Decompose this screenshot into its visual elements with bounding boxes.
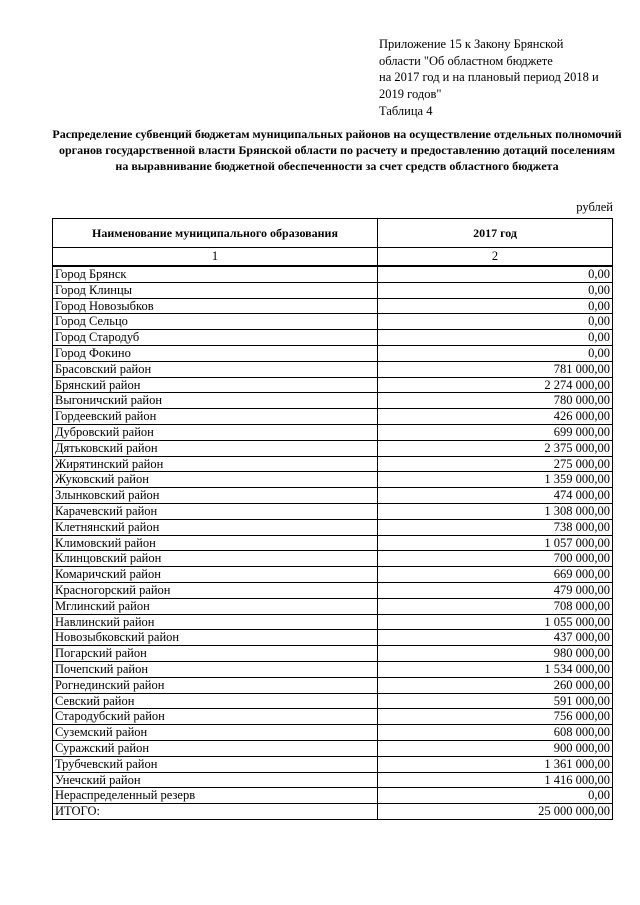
column-header-name: Наименование муниципального образования xyxy=(53,219,378,248)
municipality-name: Клинцовский район xyxy=(53,551,378,567)
table-row xyxy=(53,393,613,409)
municipality-name: Мглинский район xyxy=(53,598,378,614)
municipality-name: Город Стародуб xyxy=(53,330,378,346)
amount-2017: 780 000,00 xyxy=(378,393,613,409)
municipality-name: Суземский район xyxy=(53,725,378,741)
amount-2017: 1 416 000,00 xyxy=(378,772,613,788)
amount-2017: 0,00 xyxy=(378,314,613,330)
amount-2017: 2 375 000,00 xyxy=(378,440,613,456)
column-index-row xyxy=(53,248,613,267)
table-row xyxy=(53,693,613,709)
table-number: Таблица 4 xyxy=(379,104,433,118)
municipality-name: Почепский район xyxy=(53,661,378,677)
municipality-name: Комаричский район xyxy=(53,567,378,583)
column-header-year: 2017 год xyxy=(378,219,613,248)
municipality-name: Дубровский район xyxy=(53,424,378,440)
table-row xyxy=(53,567,613,583)
amount-2017: 25 000 000,00 xyxy=(378,804,613,820)
document-title: Распределение субвенций бюджетам муниципальных районов на осуществление отдельных полномочий органов государственной власти Брянской области по расчету и предоставлению дотаций поселениям на выравнивание бюджетной обеспеченности за счет средств областного бюджета xyxy=(52,127,622,173)
amount-2017: 2 274 000,00 xyxy=(378,377,613,393)
municipality-name: Нераспределенный резерв xyxy=(53,788,378,804)
amount-2017: 781 000,00 xyxy=(378,361,613,377)
units-label: рублей xyxy=(576,200,613,214)
table-row xyxy=(53,740,613,756)
amount-2017: 0,00 xyxy=(378,345,613,361)
amount-2017: 426 000,00 xyxy=(378,409,613,425)
amount-2017: 0,00 xyxy=(378,330,613,346)
amount-2017: 1 308 000,00 xyxy=(378,503,613,519)
table-row xyxy=(53,788,613,804)
table-row xyxy=(53,266,613,282)
amount-2017: 275 000,00 xyxy=(378,456,613,472)
appendix-note-line: 2019 годов" xyxy=(379,86,442,101)
table-row xyxy=(53,582,613,598)
column-index: 2 xyxy=(378,248,613,267)
table-row xyxy=(53,456,613,472)
amount-2017: 1 361 000,00 xyxy=(378,756,613,772)
amount-2017: 0,00 xyxy=(378,298,613,314)
table-row xyxy=(53,661,613,677)
amount-2017: 1 359 000,00 xyxy=(378,472,613,488)
amount-2017: 738 000,00 xyxy=(378,519,613,535)
table-row xyxy=(53,772,613,788)
municipality-name: Климовский район xyxy=(53,535,378,551)
municipality-name: Город Клинцы xyxy=(53,282,378,298)
municipality-name: Жуковский район xyxy=(53,472,378,488)
amount-2017: 756 000,00 xyxy=(378,709,613,725)
amount-2017: 0,00 xyxy=(378,282,613,298)
municipality-name: Жирятинский район xyxy=(53,456,378,472)
amount-2017: 474 000,00 xyxy=(378,488,613,504)
amount-2017: 0,00 xyxy=(378,788,613,804)
amount-2017: 0,00 xyxy=(378,266,613,282)
table-row xyxy=(53,519,613,535)
municipality-name: Город Брянск xyxy=(53,266,378,282)
municipality-name: Трубчевский район xyxy=(53,756,378,772)
amount-2017: 900 000,00 xyxy=(378,740,613,756)
amount-2017: 1 534 000,00 xyxy=(378,661,613,677)
table-row xyxy=(53,298,613,314)
municipality-name: Город Сельцо xyxy=(53,314,378,330)
table-row xyxy=(53,677,613,693)
table-body xyxy=(53,266,613,819)
amount-2017: 1 055 000,00 xyxy=(378,614,613,630)
table-row xyxy=(53,598,613,614)
municipality-name: Город Новозыбков xyxy=(53,298,378,314)
municipality-name: ИТОГО: xyxy=(53,804,378,820)
amount-2017: 699 000,00 xyxy=(378,424,613,440)
municipality-name: Стародубский район xyxy=(53,709,378,725)
table-header-row xyxy=(53,219,613,248)
amount-2017: 479 000,00 xyxy=(378,582,613,598)
amount-2017: 669 000,00 xyxy=(378,567,613,583)
column-index: 1 xyxy=(53,248,378,267)
municipality-name: Карачевский район xyxy=(53,503,378,519)
municipality-name: Брянский район xyxy=(53,377,378,393)
table-row xyxy=(53,709,613,725)
appendix-note-line: на 2017 год и на плановый период 2018 и xyxy=(379,70,599,84)
municipality-name: Выгоничский район xyxy=(53,393,378,409)
table-row xyxy=(53,488,613,504)
municipality-name: Погарский район xyxy=(53,646,378,662)
table-row xyxy=(53,314,613,330)
municipality-name: Злынковский район xyxy=(53,488,378,504)
table-row xyxy=(53,646,613,662)
appendix-note-line: области "Об областном бюджете xyxy=(379,53,553,68)
amount-2017: 1 057 000,00 xyxy=(378,535,613,551)
amount-2017: 708 000,00 xyxy=(378,598,613,614)
appendix-note xyxy=(379,36,619,102)
municipality-name: Унечский район xyxy=(53,772,378,788)
table-row xyxy=(53,503,613,519)
table-row xyxy=(53,361,613,377)
municipality-name: Суражский район xyxy=(53,740,378,756)
amount-2017: 591 000,00 xyxy=(378,693,613,709)
amount-2017: 608 000,00 xyxy=(378,725,613,741)
amount-2017: 980 000,00 xyxy=(378,646,613,662)
subvention-table xyxy=(52,218,613,820)
table-row xyxy=(53,756,613,772)
table-row xyxy=(53,345,613,361)
municipality-name: Город Фокино xyxy=(53,345,378,361)
amount-2017: 700 000,00 xyxy=(378,551,613,567)
table-row xyxy=(53,551,613,567)
table-row xyxy=(53,377,613,393)
table-row xyxy=(53,804,613,820)
amount-2017: 437 000,00 xyxy=(378,630,613,646)
table-row xyxy=(53,330,613,346)
appendix-note-line: Приложение 15 к Закону Брянской xyxy=(379,37,564,51)
table-row xyxy=(53,409,613,425)
municipality-name: Севский район xyxy=(53,693,378,709)
table-row xyxy=(53,725,613,741)
municipality-name: Рогнединский район xyxy=(53,677,378,693)
municipality-name: Брасовский район xyxy=(53,361,378,377)
amount-2017: 260 000,00 xyxy=(378,677,613,693)
municipality-name: Гордеевский район xyxy=(53,409,378,425)
table-row xyxy=(53,282,613,298)
municipality-name: Навлинский район xyxy=(53,614,378,630)
municipality-name: Дятьковский район xyxy=(53,440,378,456)
table-row xyxy=(53,630,613,646)
table-row xyxy=(53,472,613,488)
municipality-name: Клетнянский район xyxy=(53,519,378,535)
municipality-name: Новозыбковский район xyxy=(53,630,378,646)
table-row xyxy=(53,535,613,551)
municipality-name: Красногорский район xyxy=(53,582,378,598)
table-row xyxy=(53,440,613,456)
table-row xyxy=(53,424,613,440)
table-row xyxy=(53,614,613,630)
